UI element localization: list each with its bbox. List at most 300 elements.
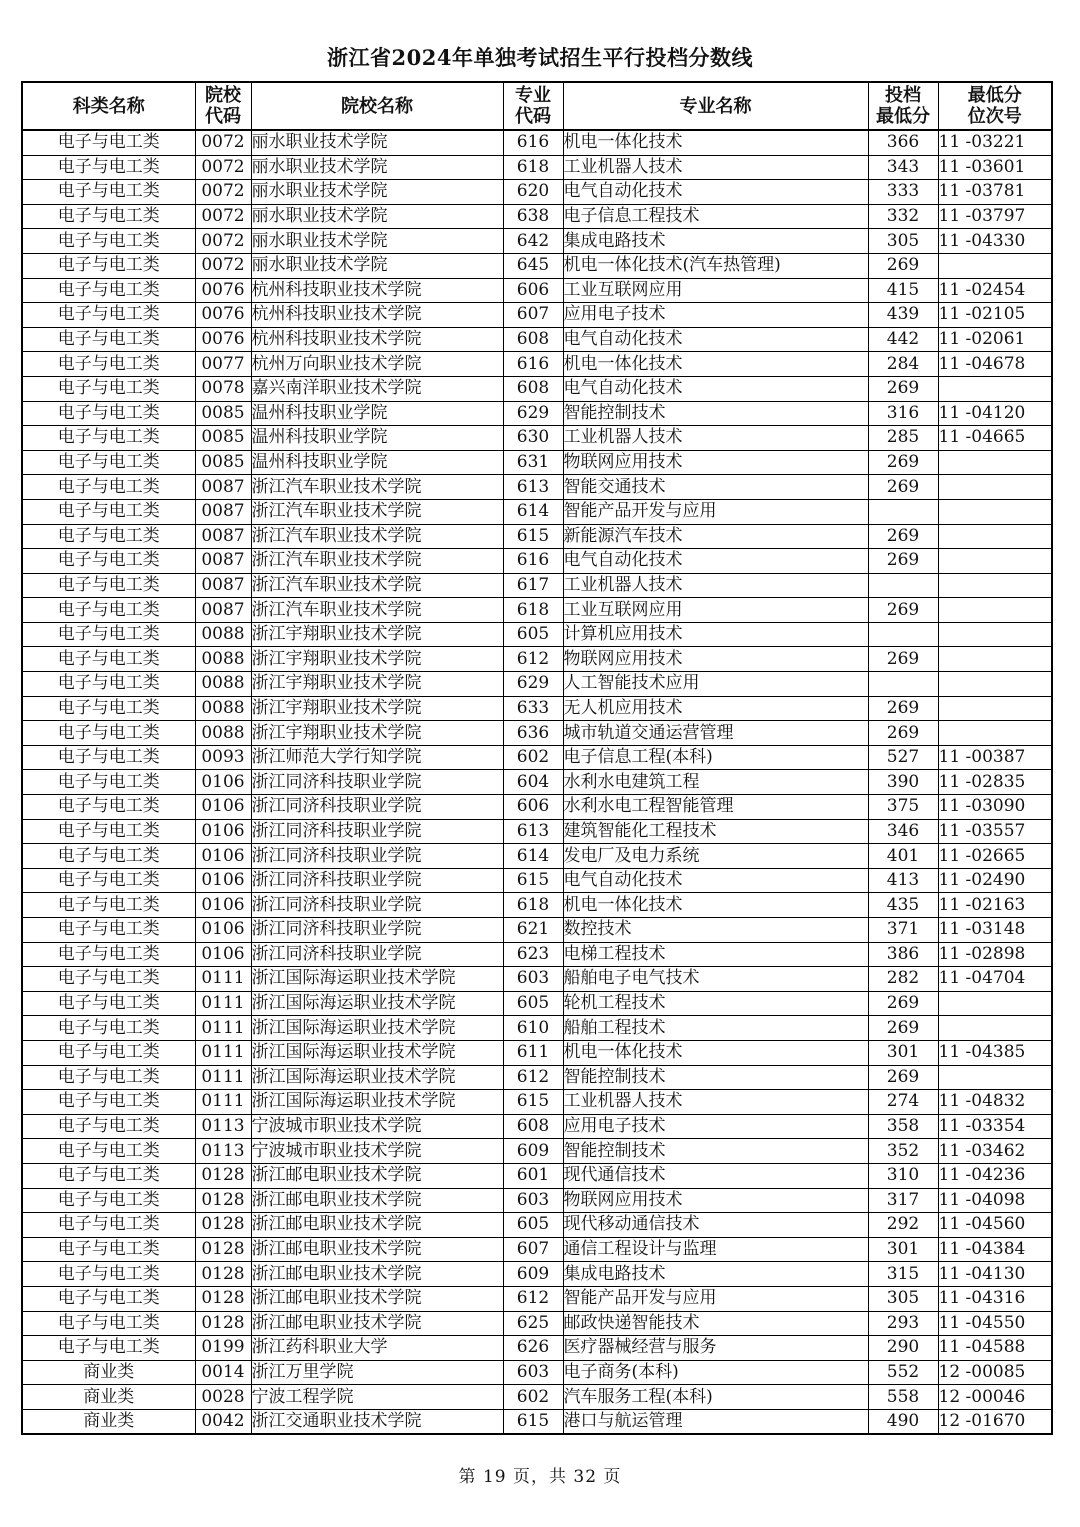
rank-cell: 11 -03601 [938, 155, 1052, 180]
category-cell: 电子与电工类 [22, 991, 195, 1016]
min-score-cell: 371 [868, 918, 938, 943]
table-row [22, 918, 1052, 943]
table-row [22, 253, 1052, 278]
table-row [22, 893, 1052, 918]
rank-cell: 12 -00085 [938, 1360, 1052, 1385]
school-code-cell: 0085 [195, 426, 251, 451]
table-row [22, 1237, 1052, 1262]
major-code-cell: 608 [503, 1114, 563, 1139]
school-code-cell: 0106 [195, 770, 251, 795]
min-score-cell: 269 [868, 1065, 938, 1090]
rank-cell [938, 672, 1052, 697]
rank-cell [938, 253, 1052, 278]
school-name-cell: 浙江国际海运职业技术学院 [251, 1090, 503, 1115]
school-code-cell: 0087 [195, 598, 251, 623]
major-name-cell: 机电一体化技术 [563, 352, 868, 377]
school-name-cell: 浙江邮电职业技术学院 [251, 1163, 503, 1188]
category-cell: 电子与电工类 [22, 696, 195, 721]
major-code-cell: 605 [503, 1213, 563, 1238]
school-name-cell: 浙江宇翔职业技术学院 [251, 672, 503, 697]
category-cell: 电子与电工类 [22, 893, 195, 918]
min-score-cell: 375 [868, 795, 938, 820]
rank-cell: 11 -04550 [938, 1311, 1052, 1336]
school-code-cell: 0113 [195, 1139, 251, 1164]
min-score-cell: 527 [868, 745, 938, 770]
school-name-cell: 浙江交通职业技术学院 [251, 1409, 503, 1434]
major-name-cell: 机电一体化技术(汽车热管理) [563, 253, 868, 278]
table-row [22, 795, 1052, 820]
min-score-cell: 284 [868, 352, 938, 377]
school-code-cell: 0085 [195, 450, 251, 475]
table-row [22, 327, 1052, 352]
min-score-cell: 558 [868, 1385, 938, 1410]
min-score-cell: 333 [868, 180, 938, 205]
min-score-cell: 269 [868, 450, 938, 475]
major-code-cell: 616 [503, 130, 563, 155]
major-name-cell: 无人机应用技术 [563, 696, 868, 721]
school-code-cell: 0093 [195, 745, 251, 770]
category-cell: 电子与电工类 [22, 180, 195, 205]
major-name-cell: 现代移动通信技术 [563, 1213, 868, 1238]
school-name-cell: 浙江同济科技职业学院 [251, 795, 503, 820]
school-code-cell: 0111 [195, 1016, 251, 1041]
school-code-cell: 0028 [195, 1385, 251, 1410]
header-min-score-line1: 投档 [885, 85, 921, 106]
major-name-cell: 港口与航运管理 [563, 1409, 868, 1434]
rank-cell: 11 -04678 [938, 352, 1052, 377]
major-code-cell: 614 [503, 844, 563, 869]
table-row [22, 1360, 1052, 1385]
school-code-cell: 0076 [195, 327, 251, 352]
major-name-cell: 城市轨道交通运营管理 [563, 721, 868, 746]
school-name-cell: 浙江邮电职业技术学院 [251, 1286, 503, 1311]
category-cell: 电子与电工类 [22, 1016, 195, 1041]
school-code-cell: 0111 [195, 1040, 251, 1065]
rank-cell [938, 573, 1052, 598]
rank-cell: 11 -04236 [938, 1163, 1052, 1188]
table-row [22, 1139, 1052, 1164]
rank-cell: 11 -03557 [938, 819, 1052, 844]
category-cell: 电子与电工类 [22, 278, 195, 303]
category-cell: 电子与电工类 [22, 1286, 195, 1311]
min-score-cell: 332 [868, 204, 938, 229]
min-score-cell: 282 [868, 967, 938, 992]
rank-cell: 11 -04588 [938, 1336, 1052, 1361]
rank-cell [938, 450, 1052, 475]
major-code-cell: 629 [503, 672, 563, 697]
table-row [22, 1188, 1052, 1213]
school-name-cell: 丽水职业技术学院 [251, 130, 503, 155]
table-row [22, 967, 1052, 992]
category-cell: 电子与电工类 [22, 1139, 195, 1164]
category-cell: 电子与电工类 [22, 475, 195, 500]
school-name-cell: 温州科技职业学院 [251, 450, 503, 475]
min-score-cell: 305 [868, 229, 938, 254]
table-row [22, 868, 1052, 893]
rank-cell: 11 -03797 [938, 204, 1052, 229]
min-score-cell [868, 622, 938, 647]
rank-cell [938, 549, 1052, 574]
major-name-cell: 物联网应用技术 [563, 1188, 868, 1213]
table-row [22, 303, 1052, 328]
major-code-cell: 606 [503, 278, 563, 303]
school-name-cell: 浙江同济科技职业学院 [251, 868, 503, 893]
school-name-cell: 宁波城市职业技术学院 [251, 1139, 503, 1164]
major-code-cell: 603 [503, 1188, 563, 1213]
rank-cell [938, 696, 1052, 721]
school-name-cell: 浙江邮电职业技术学院 [251, 1213, 503, 1238]
header-row [22, 82, 1052, 130]
min-score-cell: 315 [868, 1262, 938, 1287]
school-code-cell: 0076 [195, 303, 251, 328]
major-code-cell: 618 [503, 893, 563, 918]
school-code-cell: 0106 [195, 795, 251, 820]
category-cell: 电子与电工类 [22, 1311, 195, 1336]
category-cell: 电子与电工类 [22, 499, 195, 524]
rank-cell [938, 475, 1052, 500]
school-code-cell: 0128 [195, 1188, 251, 1213]
major-name-cell: 集成电路技术 [563, 1262, 868, 1287]
category-cell: 电子与电工类 [22, 327, 195, 352]
major-name-cell: 机电一体化技术 [563, 130, 868, 155]
min-score-cell: 346 [868, 819, 938, 844]
major-code-cell: 615 [503, 868, 563, 893]
school-name-cell: 浙江万里学院 [251, 1360, 503, 1385]
major-name-cell: 电气自动化技术 [563, 549, 868, 574]
category-cell: 电子与电工类 [22, 868, 195, 893]
table-row [22, 622, 1052, 647]
header-rank-line1: 最低分 [967, 85, 1022, 106]
min-score-cell: 305 [868, 1286, 938, 1311]
min-score-cell: 415 [868, 278, 938, 303]
school-code-cell: 0128 [195, 1262, 251, 1287]
rank-cell: 11 -04560 [938, 1213, 1052, 1238]
table-row [22, 204, 1052, 229]
school-code-cell: 0087 [195, 499, 251, 524]
table-row [22, 401, 1052, 426]
major-name-cell: 通信工程设计与监理 [563, 1237, 868, 1262]
major-code-cell: 616 [503, 352, 563, 377]
major-name-cell: 电梯工程技术 [563, 942, 868, 967]
school-code-cell: 0088 [195, 672, 251, 697]
major-code-cell: 616 [503, 549, 563, 574]
category-cell: 电子与电工类 [22, 844, 195, 869]
category-cell: 电子与电工类 [22, 573, 195, 598]
rank-cell [938, 1065, 1052, 1090]
category-cell: 电子与电工类 [22, 155, 195, 180]
category-cell: 电子与电工类 [22, 303, 195, 328]
major-code-cell: 615 [503, 1090, 563, 1115]
table-row [22, 155, 1052, 180]
table-row [22, 499, 1052, 524]
major-name-cell: 电气自动化技术 [563, 327, 868, 352]
category-cell: 商业类 [22, 1409, 195, 1434]
min-score-cell: 269 [868, 721, 938, 746]
rank-cell [938, 524, 1052, 549]
major-name-cell: 电气自动化技术 [563, 376, 868, 401]
category-cell: 电子与电工类 [22, 352, 195, 377]
major-name-cell: 智能控制技术 [563, 1139, 868, 1164]
header-category: 科类名称 [22, 82, 195, 130]
table-row [22, 745, 1052, 770]
rank-cell: 11 -02898 [938, 942, 1052, 967]
category-cell: 电子与电工类 [22, 795, 195, 820]
major-code-cell: 621 [503, 918, 563, 943]
table-row [22, 1065, 1052, 1090]
major-name-cell: 集成电路技术 [563, 229, 868, 254]
header-school-name: 院校名称 [251, 82, 503, 130]
school-name-cell: 浙江药科职业大学 [251, 1336, 503, 1361]
major-code-cell: 636 [503, 721, 563, 746]
school-code-cell: 0128 [195, 1311, 251, 1336]
table-row [22, 819, 1052, 844]
school-code-cell: 0072 [195, 180, 251, 205]
category-cell: 电子与电工类 [22, 967, 195, 992]
major-code-cell: 608 [503, 376, 563, 401]
rank-cell: 11 -03462 [938, 1139, 1052, 1164]
table-row [22, 647, 1052, 672]
table-row [22, 770, 1052, 795]
school-code-cell: 0072 [195, 204, 251, 229]
rank-cell: 11 -03354 [938, 1114, 1052, 1139]
school-name-cell: 浙江国际海运职业技术学院 [251, 1065, 503, 1090]
rank-cell: 11 -04832 [938, 1090, 1052, 1115]
header-min-score [868, 82, 938, 130]
school-code-cell: 0106 [195, 844, 251, 869]
rank-cell: 11 -03148 [938, 918, 1052, 943]
major-code-cell: 608 [503, 327, 563, 352]
school-name-cell: 浙江汽车职业技术学院 [251, 549, 503, 574]
table-row [22, 130, 1052, 155]
school-name-cell: 浙江宇翔职业技术学院 [251, 647, 503, 672]
header-school-code-line1: 院校 [205, 85, 241, 106]
rank-cell: 11 -04704 [938, 967, 1052, 992]
table-row [22, 598, 1052, 623]
school-code-cell: 0088 [195, 647, 251, 672]
school-code-cell: 0106 [195, 868, 251, 893]
table-row [22, 1213, 1052, 1238]
table-row [22, 549, 1052, 574]
major-code-cell: 614 [503, 499, 563, 524]
school-name-cell: 浙江邮电职业技术学院 [251, 1237, 503, 1262]
school-code-cell: 0014 [195, 1360, 251, 1385]
category-cell: 电子与电工类 [22, 622, 195, 647]
table-row [22, 229, 1052, 254]
school-name-cell: 宁波城市职业技术学院 [251, 1114, 503, 1139]
school-code-cell: 0128 [195, 1237, 251, 1262]
category-cell: 电子与电工类 [22, 253, 195, 278]
table-row [22, 450, 1052, 475]
score-table [21, 81, 1053, 1435]
rank-cell: 11 -02061 [938, 327, 1052, 352]
category-cell: 电子与电工类 [22, 918, 195, 943]
min-score-cell [868, 573, 938, 598]
major-name-cell: 智能产品开发与应用 [563, 1286, 868, 1311]
table-row [22, 1262, 1052, 1287]
major-code-cell: 605 [503, 991, 563, 1016]
major-name-cell: 医疗器械经营与服务 [563, 1336, 868, 1361]
min-score-cell: 490 [868, 1409, 938, 1434]
min-score-cell: 386 [868, 942, 938, 967]
rank-cell: 11 -03781 [938, 180, 1052, 205]
major-name-cell: 工业机器人技术 [563, 155, 868, 180]
category-cell: 电子与电工类 [22, 1090, 195, 1115]
major-name-cell: 工业互联网应用 [563, 278, 868, 303]
major-name-cell: 智能控制技术 [563, 1065, 868, 1090]
major-name-cell: 工业机器人技术 [563, 426, 868, 451]
min-score-cell: 269 [868, 376, 938, 401]
header-school-code [195, 82, 251, 130]
school-code-cell: 0128 [195, 1286, 251, 1311]
major-name-cell: 电子商务(本科) [563, 1360, 868, 1385]
major-code-cell: 605 [503, 622, 563, 647]
rank-cell [938, 721, 1052, 746]
header-major-code-line1: 专业 [515, 85, 551, 106]
school-name-cell: 杭州科技职业技术学院 [251, 303, 503, 328]
min-score-cell: 317 [868, 1188, 938, 1213]
school-name-cell: 浙江国际海运职业技术学院 [251, 991, 503, 1016]
table-row [22, 1409, 1052, 1434]
school-name-cell: 浙江汽车职业技术学院 [251, 598, 503, 623]
school-code-cell: 0111 [195, 1090, 251, 1115]
rank-cell: 11 -02105 [938, 303, 1052, 328]
school-code-cell: 0072 [195, 253, 251, 278]
major-code-cell: 642 [503, 229, 563, 254]
school-code-cell: 0085 [195, 401, 251, 426]
major-code-cell: 603 [503, 967, 563, 992]
school-code-cell: 0078 [195, 376, 251, 401]
rank-cell [938, 499, 1052, 524]
category-cell: 电子与电工类 [22, 524, 195, 549]
rank-cell: 11 -04130 [938, 1262, 1052, 1287]
school-name-cell: 浙江国际海运职业技术学院 [251, 1040, 503, 1065]
header-rank [938, 82, 1052, 130]
major-code-cell: 625 [503, 1311, 563, 1336]
table-row [22, 1090, 1052, 1115]
category-cell: 电子与电工类 [22, 1163, 195, 1188]
major-code-cell: 610 [503, 1016, 563, 1041]
school-name-cell: 浙江国际海运职业技术学院 [251, 1016, 503, 1041]
major-name-cell: 电子信息工程(本科) [563, 745, 868, 770]
major-name-cell: 数控技术 [563, 918, 868, 943]
major-code-cell: 615 [503, 1409, 563, 1434]
category-cell: 电子与电工类 [22, 1040, 195, 1065]
rank-cell [938, 991, 1052, 1016]
school-code-cell: 0199 [195, 1336, 251, 1361]
min-score-cell: 269 [868, 524, 938, 549]
major-code-cell: 612 [503, 1286, 563, 1311]
major-name-cell: 物联网应用技术 [563, 450, 868, 475]
major-code-cell: 604 [503, 770, 563, 795]
rank-cell: 11 -02163 [938, 893, 1052, 918]
major-code-cell: 629 [503, 401, 563, 426]
rank-cell: 11 -04098 [938, 1188, 1052, 1213]
school-code-cell: 0072 [195, 155, 251, 180]
major-name-cell: 电气自动化技术 [563, 868, 868, 893]
major-code-cell: 633 [503, 696, 563, 721]
major-code-cell: 611 [503, 1040, 563, 1065]
category-cell: 电子与电工类 [22, 376, 195, 401]
rank-cell [938, 622, 1052, 647]
school-code-cell: 0087 [195, 524, 251, 549]
category-cell: 电子与电工类 [22, 770, 195, 795]
rank-cell: 11 -04385 [938, 1040, 1052, 1065]
school-name-cell: 浙江汽车职业技术学院 [251, 573, 503, 598]
school-code-cell: 0128 [195, 1213, 251, 1238]
min-score-cell: 269 [868, 253, 938, 278]
major-name-cell: 工业机器人技术 [563, 573, 868, 598]
major-code-cell: 618 [503, 598, 563, 623]
school-code-cell: 0128 [195, 1163, 251, 1188]
category-cell: 电子与电工类 [22, 229, 195, 254]
major-name-cell: 智能交通技术 [563, 475, 868, 500]
school-code-cell: 0111 [195, 1065, 251, 1090]
page-footer: 第 19 页，共 32 页 [458, 1467, 622, 1487]
rank-cell [938, 376, 1052, 401]
category-cell: 电子与电工类 [22, 647, 195, 672]
table-row [22, 844, 1052, 869]
rank-cell: 11 -04665 [938, 426, 1052, 451]
min-score-cell: 358 [868, 1114, 938, 1139]
min-score-cell: 352 [868, 1139, 938, 1164]
min-score-cell [868, 499, 938, 524]
school-code-cell: 0106 [195, 918, 251, 943]
school-name-cell: 浙江同济科技职业学院 [251, 893, 503, 918]
min-score-cell: 274 [868, 1090, 938, 1115]
table-row [22, 1016, 1052, 1041]
major-code-cell: 645 [503, 253, 563, 278]
major-code-cell: 631 [503, 450, 563, 475]
min-score-cell: 390 [868, 770, 938, 795]
min-score-cell: 285 [868, 426, 938, 451]
min-score-cell: 435 [868, 893, 938, 918]
school-name-cell: 杭州科技职业技术学院 [251, 327, 503, 352]
rank-cell: 11 -04384 [938, 1237, 1052, 1262]
major-name-cell: 应用电子技术 [563, 1114, 868, 1139]
major-name-cell: 电气自动化技术 [563, 180, 868, 205]
major-name-cell: 计算机应用技术 [563, 622, 868, 647]
table-row [22, 1385, 1052, 1410]
major-name-cell: 轮机工程技术 [563, 991, 868, 1016]
rank-cell [938, 1016, 1052, 1041]
table-row [22, 1163, 1052, 1188]
major-code-cell: 609 [503, 1262, 563, 1287]
school-name-cell: 丽水职业技术学院 [251, 204, 503, 229]
category-cell: 商业类 [22, 1360, 195, 1385]
table-body [22, 130, 1052, 1434]
major-code-cell: 601 [503, 1163, 563, 1188]
category-cell: 电子与电工类 [22, 598, 195, 623]
header-rank-line2: 位次号 [967, 106, 1022, 127]
min-score-cell [868, 672, 938, 697]
table-row [22, 1286, 1052, 1311]
min-score-cell: 439 [868, 303, 938, 328]
min-score-cell: 269 [868, 549, 938, 574]
school-name-cell: 浙江国际海运职业技术学院 [251, 967, 503, 992]
min-score-cell: 293 [868, 1311, 938, 1336]
school-name-cell: 温州科技职业学院 [251, 401, 503, 426]
school-code-cell: 0072 [195, 229, 251, 254]
major-name-cell: 机电一体化技术 [563, 1040, 868, 1065]
category-cell: 电子与电工类 [22, 1114, 195, 1139]
table-row [22, 524, 1052, 549]
school-name-cell: 浙江宇翔职业技术学院 [251, 696, 503, 721]
category-cell: 电子与电工类 [22, 204, 195, 229]
rank-cell: 11 -02454 [938, 278, 1052, 303]
min-score-cell: 413 [868, 868, 938, 893]
min-score-cell: 310 [868, 1163, 938, 1188]
min-score-cell: 552 [868, 1360, 938, 1385]
